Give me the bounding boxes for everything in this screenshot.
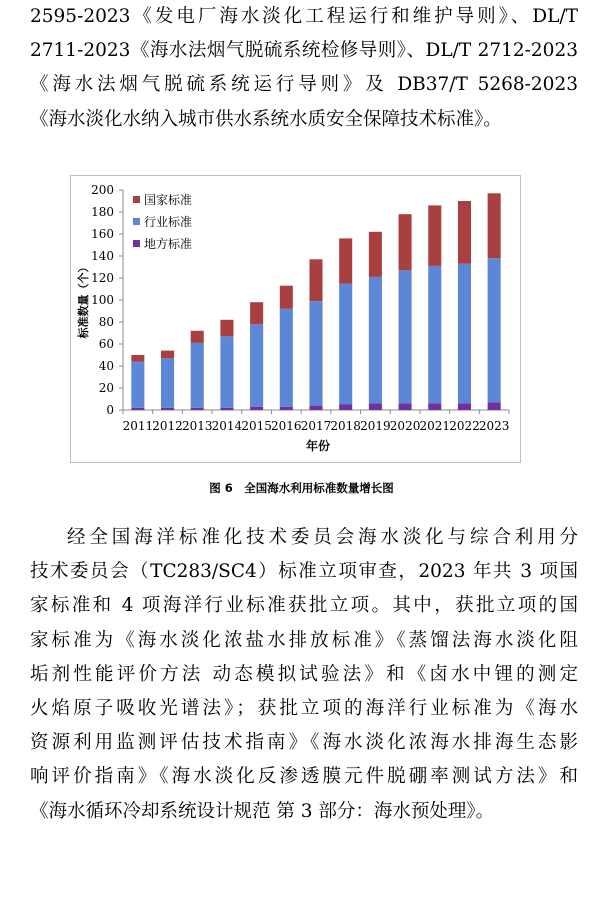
bar-segment (458, 403, 471, 410)
x-tick-label: 2012 (152, 419, 183, 433)
bar-segment (458, 201, 471, 264)
x-tick-label: 2016 (271, 419, 302, 433)
text-line: 家标准为《海水淡化浓盐水排放标准》《蒸馏法海水淡化阻 (30, 629, 578, 651)
bar-segment (280, 407, 293, 410)
text-line: 技术委员会（TC283/SC4）标准立项审查，2023 年共 3 项国 (30, 561, 578, 583)
bar-segment (191, 408, 204, 410)
bar-segment (131, 362, 144, 408)
bar-segment (309, 406, 322, 410)
bar-segment (280, 286, 293, 309)
bar-segment (339, 238, 352, 283)
y-tick-label: 120 (91, 271, 114, 285)
y-tick-label: 40 (98, 359, 114, 373)
standards-growth-chart (70, 175, 521, 463)
bar-segment (191, 343, 204, 408)
bar-segment (428, 403, 441, 410)
y-tick-label: 60 (98, 337, 114, 351)
x-tick-label: 2017 (300, 419, 332, 433)
legend-swatch (133, 218, 140, 225)
text-line: 《海水循环冷却系统设计规范 第 3 部分：海水预处理》。 (30, 800, 495, 822)
bar-segment (399, 403, 412, 410)
x-tick-label: 2021 (419, 419, 451, 433)
text-line: 2595-2023《发电厂海水淡化工程运行和维护导则》、DL/T (30, 6, 578, 27)
text-line: 火焰原子吸收光谱法》；获批立项的海洋行业标准为《海水 (30, 698, 578, 720)
legend-label: 地方标准 (144, 237, 193, 251)
bar-segment (369, 232, 382, 277)
bar-segment (161, 358, 174, 408)
x-tick-label: 2014 (211, 419, 243, 433)
bottom-paragraph (30, 521, 578, 829)
bar-segment (161, 408, 174, 410)
text-line: 响评价指南》《海水淡化反渗透膜元件脱硼率测试方法》和 (30, 766, 578, 788)
bar-segment (220, 336, 233, 408)
bar-segment (250, 302, 263, 324)
y-tick-label: 200 (91, 183, 114, 197)
bar-segment (309, 301, 322, 406)
bar-segment (339, 405, 352, 411)
x-tick-label: 2020 (389, 419, 421, 433)
top-paragraph (30, 0, 578, 137)
legend-swatch (133, 196, 140, 203)
text-line: 经全国海洋标准化技术委员会海水淡化与综合利用分 (67, 527, 578, 548)
x-tick-label: 2015 (241, 419, 272, 433)
x-tick-label: 2011 (122, 419, 154, 433)
chart-canvas (71, 176, 522, 464)
y-tick-label: 80 (98, 315, 114, 329)
legend-label: 行业标准 (144, 215, 193, 229)
bar-segment (131, 408, 144, 410)
y-tick-label: 140 (91, 249, 114, 263)
bar-segment (428, 205, 441, 266)
x-tick-label: 2019 (360, 419, 391, 433)
y-tick-label: 160 (91, 227, 114, 241)
bar-segment (309, 259, 322, 301)
bar-segment (250, 407, 263, 410)
x-tick-label: 2018 (330, 419, 361, 433)
text-line: 《海水法烟气脱硫系统运行导则》及 DB37/T 5268-2023 (30, 74, 578, 96)
y-tick-label: 0 (106, 403, 114, 417)
bar-segment (131, 355, 144, 362)
bar-segment (488, 193, 501, 258)
text-line: 资源利用监测评估技术指南》《海水淡化浓海水排海生态影 (30, 732, 578, 754)
bar-segment (280, 309, 293, 407)
legend-label: 国家标准 (144, 193, 193, 207)
bar-segment (428, 266, 441, 404)
bar-segment (488, 258, 501, 402)
legend-swatch (133, 240, 140, 247)
x-tick-label: 2023 (478, 419, 510, 433)
y-axis-title: 标准数量（个） (77, 261, 90, 339)
y-tick-label: 180 (91, 205, 114, 219)
bar-segment (161, 351, 174, 359)
text-line: 垢剂性能评价方法 动态模拟试验法》和《卤水中锂的测定 (30, 663, 578, 685)
bar-segment (488, 402, 501, 410)
bar-segment (458, 264, 471, 404)
text-line: 2711-2023《海水法烟气脱硫系统检修导则》、DL/T 2712-2023 (30, 40, 578, 62)
bar-segment (369, 403, 382, 410)
bar-segment (250, 324, 263, 407)
text-line: 家标准和 4 项海洋行业标准获批立项。其中，获批立项的国 (30, 595, 578, 617)
bar-segment (220, 408, 233, 410)
bar-segment (399, 270, 412, 403)
text-line: 《海水淡化水纳入城市供水系统水质安全保障技术标准》。 (30, 108, 502, 130)
x-tick-label: 2013 (181, 419, 213, 433)
x-tick-label: 2022 (449, 419, 480, 433)
bar-segment (339, 284, 352, 405)
x-axis-title: 年份 (305, 439, 331, 453)
figure-caption: 图 6 全国海水利用标准数量增长图 (209, 481, 394, 495)
bar-segment (369, 277, 382, 404)
y-tick-label: 20 (98, 381, 114, 395)
bar-segment (399, 214, 412, 270)
bar-segment (220, 320, 233, 337)
bar-segment (191, 331, 204, 343)
y-tick-label: 100 (91, 293, 114, 307)
